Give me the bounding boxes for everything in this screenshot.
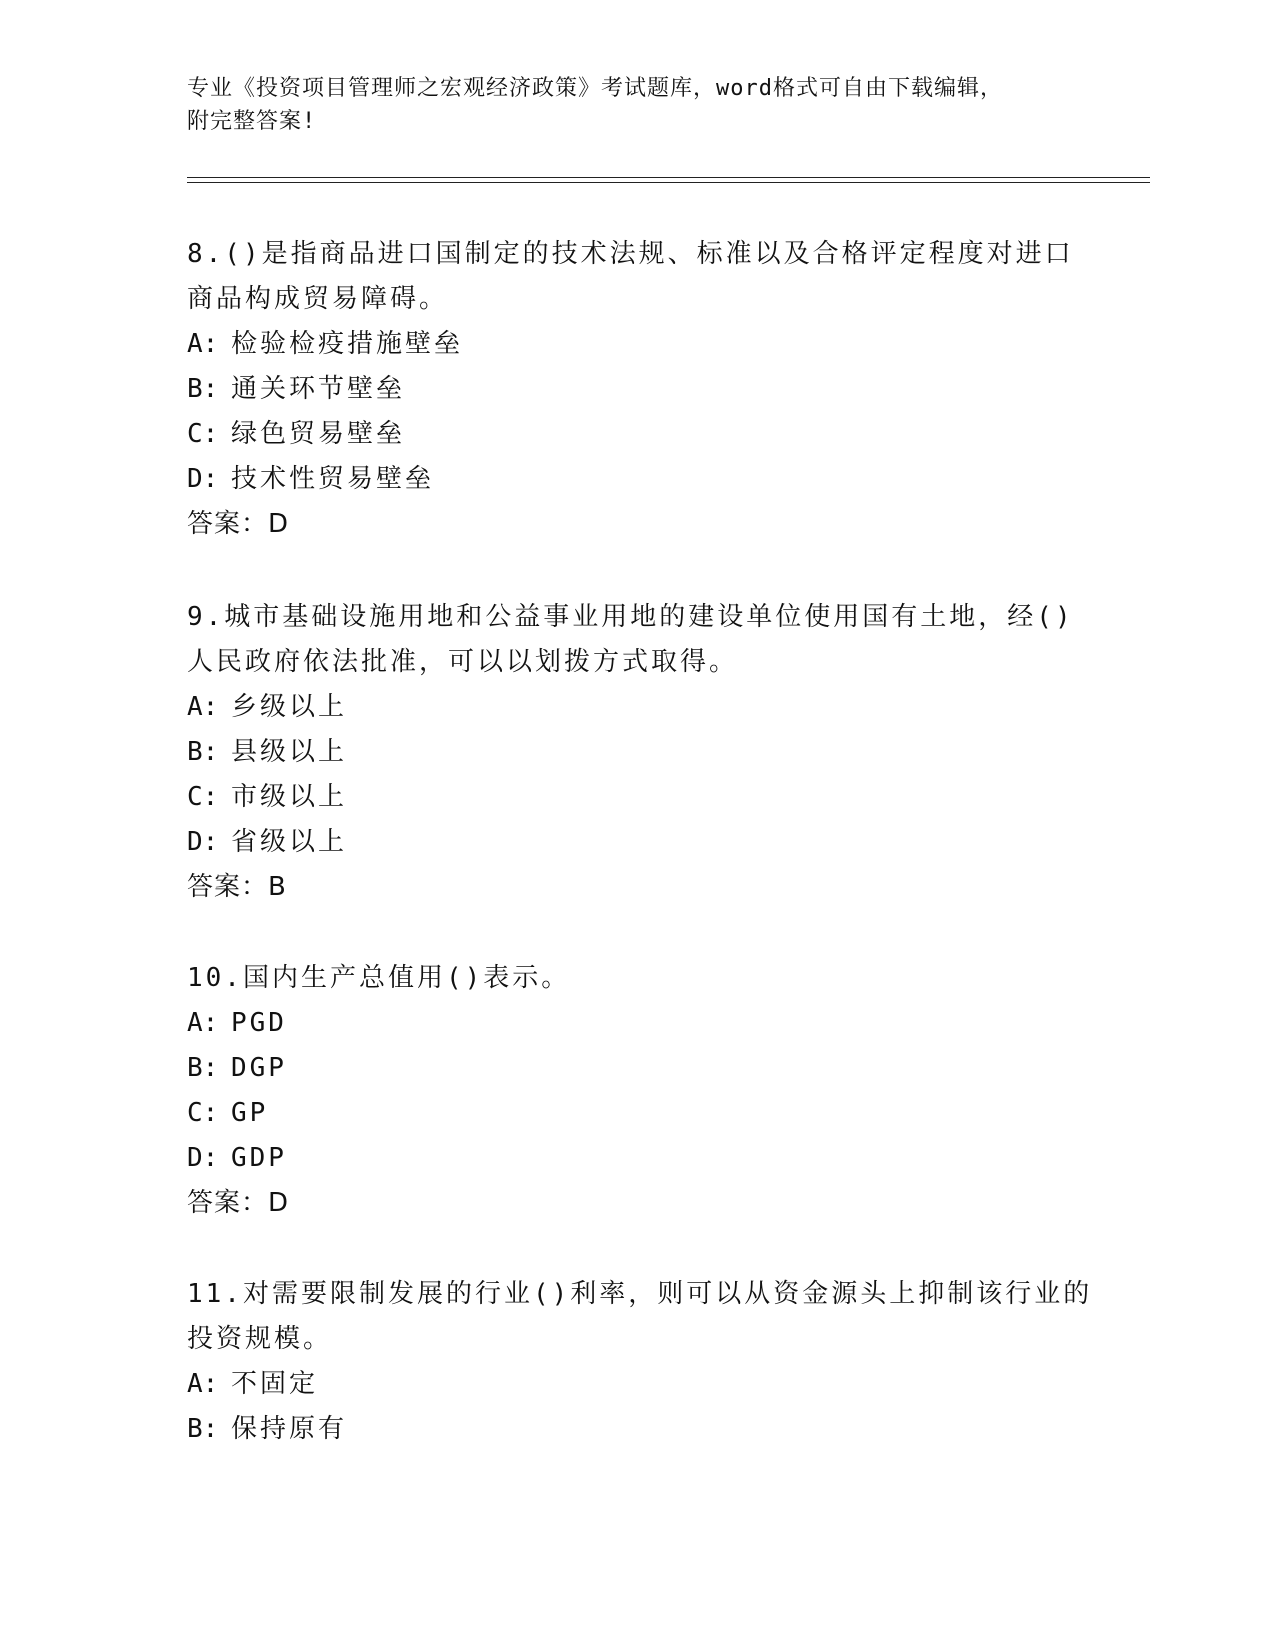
option-text: 市级以上 bbox=[231, 782, 348, 812]
option-text: DGP bbox=[231, 1053, 287, 1083]
option-text: GP bbox=[231, 1098, 269, 1128]
document-header bbox=[187, 72, 1087, 138]
option-key: C: bbox=[187, 419, 219, 449]
option-d bbox=[187, 820, 1087, 865]
question-text bbox=[187, 1272, 1093, 1362]
option-b bbox=[187, 730, 1087, 775]
option-b bbox=[187, 1407, 1087, 1452]
question-text bbox=[187, 956, 1087, 1001]
option-key: A: bbox=[187, 1369, 219, 1399]
question-text bbox=[187, 232, 1087, 322]
option-a bbox=[187, 322, 1087, 367]
question-text-line: 人民政府依法批准，可以以划拨方式取得。 bbox=[187, 647, 739, 677]
question-text bbox=[187, 595, 1087, 685]
option-text: PGD bbox=[231, 1008, 287, 1038]
answer-line: 答案：B bbox=[187, 872, 287, 902]
option-key: C: bbox=[187, 782, 219, 812]
option-text: 绿色贸易壁垒 bbox=[231, 419, 406, 449]
option-text: 技术性贸易壁垒 bbox=[231, 464, 435, 494]
question-10 bbox=[187, 956, 1087, 1226]
option-c bbox=[187, 1091, 1087, 1136]
option-a bbox=[187, 685, 1087, 730]
option-b bbox=[187, 367, 1087, 412]
option-key: D: bbox=[187, 827, 219, 857]
option-text: 县级以上 bbox=[231, 737, 348, 767]
option-text: 检验检疫措施壁垒 bbox=[231, 329, 464, 359]
option-key: B: bbox=[187, 1414, 219, 1444]
option-text: GDP bbox=[231, 1143, 287, 1173]
header-divider-bottom bbox=[187, 182, 1150, 183]
header-divider-top bbox=[187, 177, 1150, 178]
option-c bbox=[187, 775, 1087, 820]
question-text-line: 投资规模。 bbox=[187, 1324, 333, 1354]
option-key: D: bbox=[187, 464, 219, 494]
question-text-line: 9.城市基础设施用地和公益事业用地的建设单位使用国有土地，经() bbox=[187, 602, 1074, 632]
option-key: A: bbox=[187, 1008, 219, 1038]
question-9 bbox=[187, 595, 1087, 910]
option-key: B: bbox=[187, 737, 219, 767]
option-key: B: bbox=[187, 374, 219, 404]
header-line-1: 专业《投资项目管理师之宏观经济政策》考试题库，word格式可自由下载编辑， bbox=[187, 76, 1003, 101]
question-text-line: 11.对需要限制发展的行业()利率，则可以从资金源头上抑制该行业的 bbox=[187, 1279, 1093, 1309]
question-11 bbox=[187, 1272, 1093, 1452]
question-text-line: 商品构成贸易障碍。 bbox=[187, 284, 449, 314]
option-a bbox=[187, 1362, 1087, 1407]
option-key: B: bbox=[187, 1053, 219, 1083]
option-text: 不固定 bbox=[231, 1369, 319, 1399]
answer-line: 答案：D bbox=[187, 509, 290, 539]
answer-line: 答案：D bbox=[187, 1188, 290, 1218]
option-text: 省级以上 bbox=[231, 827, 348, 857]
question-text-line: 10.国内生产总值用()表示。 bbox=[187, 963, 571, 993]
option-text: 乡级以上 bbox=[231, 692, 348, 722]
option-key: A: bbox=[187, 329, 219, 359]
question-text-line: 8.()是指商品进口国制定的技术法规、标准以及合格评定程度对进口 bbox=[187, 239, 1074, 269]
option-text: 通关环节壁垒 bbox=[231, 374, 406, 404]
option-b bbox=[187, 1046, 1087, 1091]
option-a bbox=[187, 1001, 1087, 1046]
option-key: A: bbox=[187, 692, 219, 722]
header-line-2: 附完整答案! bbox=[187, 109, 317, 134]
option-key: D: bbox=[187, 1143, 219, 1173]
option-c bbox=[187, 412, 1087, 457]
option-key: C: bbox=[187, 1098, 219, 1128]
option-text: 保持原有 bbox=[231, 1414, 348, 1444]
question-8 bbox=[187, 232, 1087, 547]
option-d bbox=[187, 1136, 1087, 1181]
option-d bbox=[187, 457, 1087, 502]
